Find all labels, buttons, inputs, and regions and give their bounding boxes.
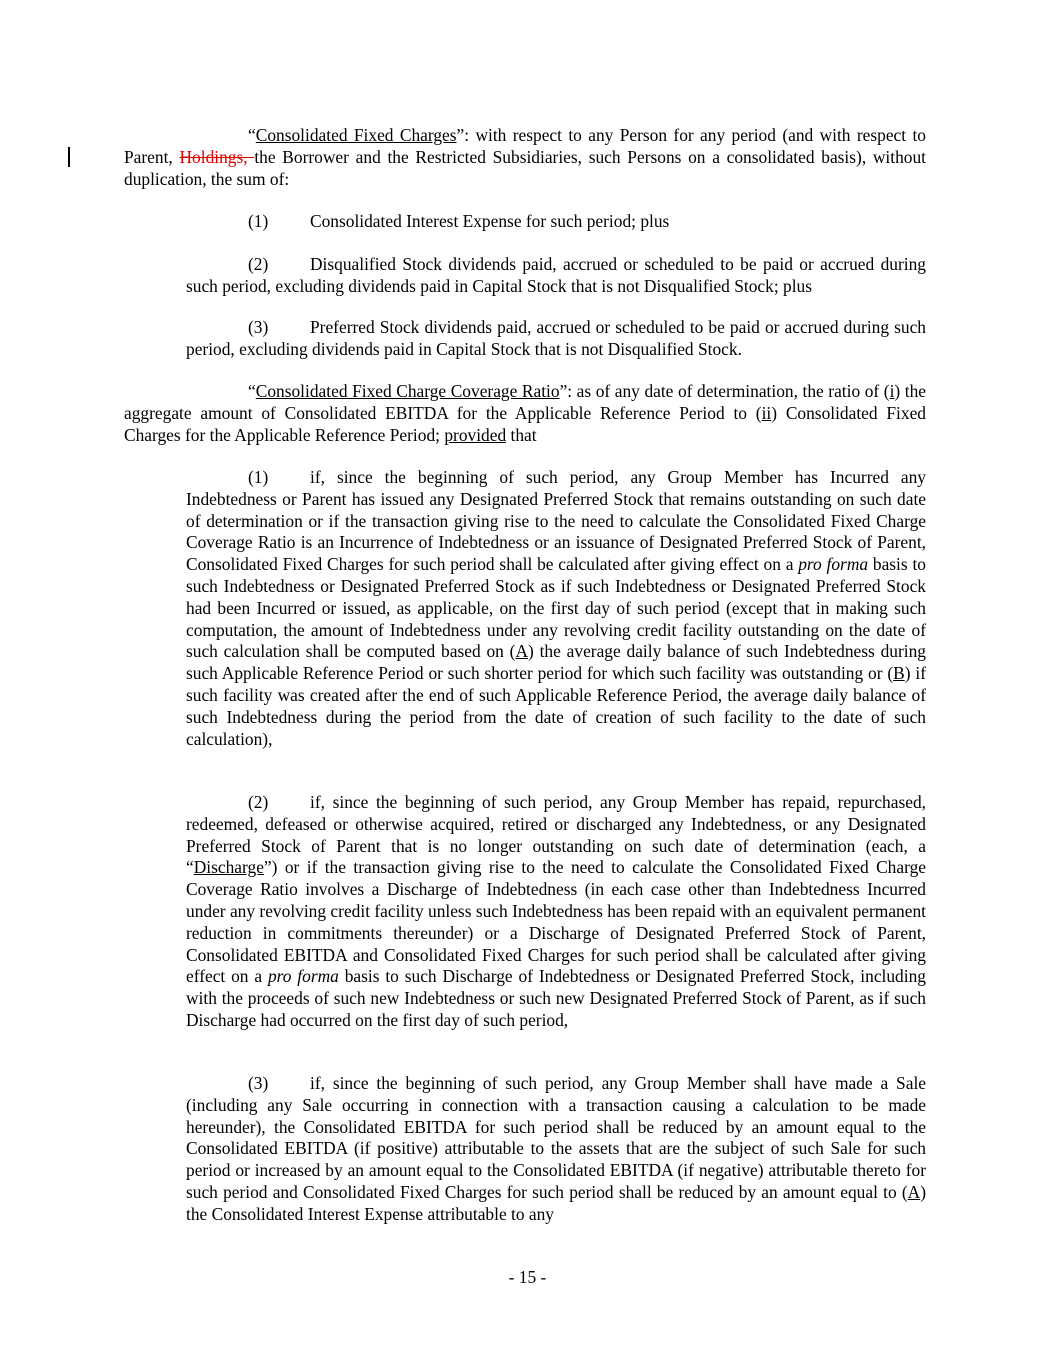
subclause-2 [186, 792, 926, 1032]
clause-1 [124, 211, 926, 233]
definition-consolidated-fixed-charge-coverage-ratio [124, 381, 926, 446]
defined-term: Consolidated Fixed Charge Coverage Ratio [255, 381, 560, 401]
text-run: that [506, 424, 537, 445]
clause-number: (2) [248, 792, 269, 812]
clause-text: Disqualified Stock dividends paid, accrued or scheduled to be paid or accrued during such period, excluding dividends paid in Capital Stock that is not Disqualified Stock; plus [186, 254, 926, 296]
letter-b: B [893, 663, 905, 684]
clause-2 [186, 254, 926, 298]
subclause-1 [186, 467, 926, 750]
clause-number: (2) [248, 254, 269, 274]
text-run: the Borrower and the Restricted Subsidiaries, such Persons on a consolidated basis), without duplication, the sum of: [124, 146, 927, 189]
change-bar [68, 147, 70, 167]
clause-3 [186, 317, 926, 361]
roman-numeral-ii: ii [761, 402, 772, 423]
defined-term: Consolidated Fixed Charges [255, 125, 457, 145]
text-run: ”: with respect to any Person for any period (and with respect to Parent, [124, 125, 926, 167]
text-run: basis to such Indebtedness or Designated Preferred Stock as if such Indebtedness or Designated Preferred Stock had been Incurred or issued, as applicable, on the first day of such period (except that in making such computation, the amount of Indebtedness under any revolving credit facility outstanding on the date of such calculation shall be computed based on ( [186, 554, 926, 662]
clause-number: (3) [248, 1073, 269, 1093]
subclause-3 [186, 1073, 926, 1226]
text-run: ) the aggregate amount of Consolidated EBITDA for the Applicable Reference Period to ( [124, 381, 927, 423]
clause-text: Preferred Stock dividends paid, accrued or scheduled to be paid or accrued during such period, excluding dividends paid in Capital Stock that is not Disqualified Stock. [186, 317, 926, 359]
defined-term: Discharge [193, 857, 264, 878]
italic-term: pro forma [798, 554, 869, 575]
text-run: ) Consolidated Fixed Charges for the Applicable Reference Period; [124, 402, 926, 445]
text-run: if, since the beginning of such period, any Group Member has Incurred any Indebtedness or Parent has issued any Designated Preferred Stock that remains outstanding on such date of determination or if the transaction giving rise to the need to calculate the Consolidated Fixed Charge Coverage Ratio is an Incurrence of Indebtedness or an issuance of Designated Preferred Stock of Parent, Consolidated Fixed Charges for such period shall be calculated after giving effect on a [186, 467, 926, 575]
text-run: ”) or if the transaction giving rise to the need to calculate the Consolidated Fixed Charge Coverage Ratio involves a Discharge of Indebtedness (in each case other than Indebtedness Incurred under any revolving credit facility unless such Indebtedness has been repaid with an equivalent permanent reduction in commitments thereunder) or a Discharge of Designated Preferred Stock of Parent, Consolidated EBITDA and Consolidated Fixed Charges for such period shall be calculated after giving effect on a [186, 857, 926, 987]
text-run: basis to such Discharge of Indebtedness or Designated Preferred Stock, including with the proceeds of such new Indebtedness or such new Designated Preferred Stock of Parent, as if such Discharge had occurred on the first day of such period, [186, 966, 926, 1030]
quote-mark: “ [248, 381, 256, 401]
italic-term: pro forma [267, 966, 339, 987]
deleted-text: Holdings, [179, 146, 255, 167]
letter-a: A [515, 641, 528, 662]
text-run: ) the average daily balance of such Indebtedness during such Applicable Reference Period or such shorter period for which such facility was outstanding or ( [186, 641, 926, 684]
roman-numeral-i: i [889, 381, 895, 401]
clause-number: (1) [248, 467, 269, 487]
definition-consolidated-fixed-charges [124, 125, 926, 190]
text-run: ) if such facility was created after the end of such Applicable Reference Period, the average daily balance of such Indebtedness during the period from the date of creation of such facility to the date of such calculation), [186, 663, 926, 749]
provided-term: provided [444, 424, 507, 445]
text-run: ) the Consolidated Interest Expense attributable to any [186, 1181, 926, 1224]
text-run: ”: as of any date of determination, the ratio of ( [559, 381, 890, 401]
text-run: if, since the beginning of such period, any Group Member shall have made a Sale (including any Sale occurring in connection with a transaction causing a calculation to be made hereunder), the Consolidated EBITDA for such period shall be reduced by an amount equal to the Consolidated EBITDA (if positive) attributable to the assets that are the subject of such Sale for such period or increased by an amount equal to the Consolidated EBITDA (if negative) attributable thereto for such period and Consolidated Fixed Charges for such period shall be reduced by an amount equal to ( [186, 1073, 926, 1202]
clause-text: Consolidated Interest Expense for such period; plus [310, 211, 670, 231]
letter-a: A [907, 1181, 921, 1202]
clause-number: (1) [248, 211, 269, 231]
page-number: - 15 - [508, 1267, 547, 1287]
clause-number: (3) [248, 317, 269, 337]
quote-mark: “ [248, 125, 256, 145]
text-run: if, since the beginning of such period, any Group Member has repaid, repurchased, redeemed, defeased or otherwise acquired, retired or discharged any Indebtedness, or any Designated Preferred Stock of Parent that is no longer outstanding on such date of determination (each, a “ [186, 792, 926, 878]
